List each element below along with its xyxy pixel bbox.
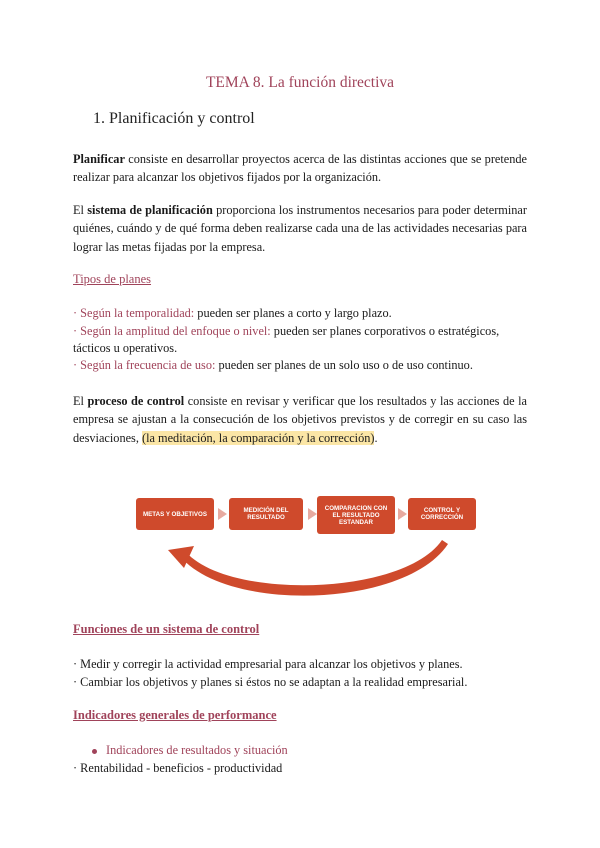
tipos-item-text: pueden ser planes corporativos o estratégicos, tácticos u operativos. bbox=[73, 324, 500, 355]
control-text: consiste en revisar y verificar que los resultados y las acciones de la empresa se ajustan a la consecución de los objetivos previstos y de corregir en su caso las desviaciones, bbox=[73, 394, 527, 445]
control-paragraph bbox=[73, 392, 527, 447]
bullet-dot-icon bbox=[92, 749, 97, 754]
control-end: . bbox=[374, 430, 378, 445]
control-pre: El bbox=[73, 394, 88, 408]
tipos-item-label: · Según la temporalidad: bbox=[73, 306, 195, 320]
tipos-item-text: pueden ser planes de un solo uso o de uso continuo. bbox=[215, 358, 473, 372]
indicadores-line: · Rentabilidad - beneficios - productividad bbox=[73, 761, 283, 775]
control-term: proceso de control bbox=[87, 394, 185, 408]
planificar-term: Planificar bbox=[73, 152, 125, 166]
page-title: TEMA 8. La función directiva bbox=[205, 74, 395, 91]
funciones-item: · Medir y corregir la actividad empresarial para alcanzar los objetivos y planes. bbox=[73, 657, 463, 671]
tipos-item bbox=[73, 305, 533, 322]
indicadores-bullet-text: Indicadores de resultados y situación bbox=[106, 743, 288, 757]
diagram-box-comparacion: COMPARACION CON EL RESULTADO ESTANDAR bbox=[317, 496, 395, 534]
control-highlight: (la meditación, la comparación y la corrección) bbox=[141, 430, 375, 445]
diagram-arrow-icon bbox=[218, 508, 227, 520]
diagram-arrow-icon bbox=[308, 508, 317, 520]
indicadores-heading: Indicadores generales de performance bbox=[73, 708, 277, 722]
sistema-paragraph bbox=[73, 201, 527, 256]
tipos-item-label: · Según la amplitud del enfoque o nivel: bbox=[73, 324, 271, 338]
indicadores-bullet-item bbox=[92, 742, 552, 759]
diagram-box-medicion: MEDICIÓN DEL RESULTADO bbox=[229, 498, 303, 530]
feedback-arrow-icon bbox=[166, 538, 456, 610]
sistema-text: proporciona los instrumentos necesarios para poder determinar quiénes, cuándo y de qué forma deben realizarse cada una de las actividades necesarias para lograr las metas fijadas por la empresa. bbox=[73, 203, 527, 254]
planificar-paragraph bbox=[73, 150, 527, 187]
tipos-heading: Tipos de planes bbox=[73, 272, 152, 286]
tipos-item bbox=[73, 323, 533, 357]
tipos-item-text: pueden ser planes a corto y largo plazo. bbox=[194, 306, 392, 320]
sistema-term: sistema de planificación bbox=[87, 203, 213, 217]
diagram-box-control: CONTROL Y CORRECCIÓN bbox=[408, 498, 476, 530]
diagram-arrow-icon bbox=[398, 508, 407, 520]
funciones-item: · Cambiar los objetivos y planes si éstos no se adaptan a la realidad empresarial. bbox=[73, 675, 468, 689]
planificar-text: consiste en desarrollar proyectos acerca de las distintas acciones que se pretende realizar para alcanzar los objetivos fijados por la organización. bbox=[73, 152, 527, 185]
tipos-item-label: · Según la frecuencia de uso: bbox=[73, 358, 216, 372]
section-heading: 1. Planificación y control bbox=[93, 110, 255, 127]
control-process-diagram bbox=[136, 492, 476, 612]
sistema-pre: El bbox=[73, 203, 88, 217]
funciones-heading: Funciones de un sistema de control bbox=[73, 622, 260, 636]
diagram-box-metas: METAS Y OBJETIVOS bbox=[136, 498, 214, 530]
tipos-item bbox=[73, 357, 533, 374]
